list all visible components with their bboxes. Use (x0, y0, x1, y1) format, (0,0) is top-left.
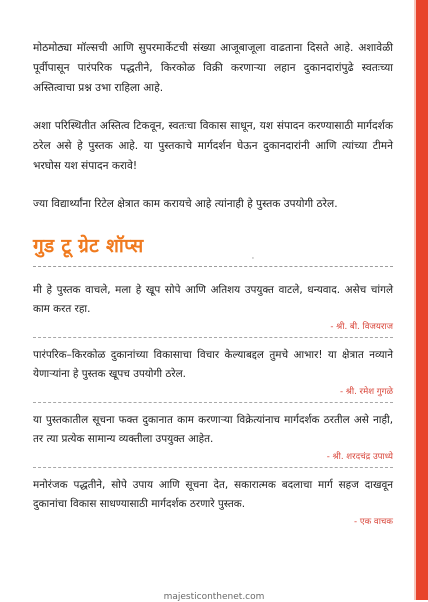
review-item-1 (33, 281, 393, 338)
review-item-3 (33, 411, 393, 468)
review-text: मी हे पुस्तक वाचले, मला हे खूप सोपे आणि अतिशय उपयुक्त वाटले, धन्यवाद. असेच चांगले काम करत रहा. (33, 284, 393, 315)
footer-watermark: majesticonthenet.com (163, 592, 265, 602)
review-text: पारंपरिक–किरकोळ दुकानांच्या विकासाचा विचार केल्याबद्दल तुमचे आभार! या क्षेत्रात नव्याने येणाऱ्यांना हे पुस्तक खूपच उपयोगी ठरेल. (33, 349, 393, 380)
heading-divider (33, 266, 393, 267)
intro-paragraph-1: मोठमोठ्या मॉल्सची आणि सुपरमार्केटची संख्या आजूबाजूला वाढताना दिसते आहे. अशावेळी पूर्वीपासून पारंपरिक पद्धतीने, किरकोळ विक्री करणाऱ्या लहान दुकानदारांपुढे स्वतःच्या अस्तित्वाचा प्रश्न उभा राहिला आहे. (33, 42, 393, 94)
review-author: - श्री. शरदचंद्र उपाध्ये (326, 452, 393, 462)
review-item-4 (33, 476, 393, 528)
intro-paragraph-3: ज्या विद्यार्थ्यांना रिटेल क्षेत्रात काम करायचे आहे त्यांनाही हे पुस्तक उपयोगी ठरेल. (33, 198, 338, 210)
review-author: - श्री. रमेश गुगळे (339, 387, 393, 397)
review-divider (33, 467, 393, 468)
side-color-bar (416, 0, 428, 600)
content-area (33, 38, 393, 533)
review-divider (33, 337, 393, 338)
review-author: - श्री. बी. विजयराज (330, 322, 393, 332)
review-text: या पुस्तकातील सूचना फक्त दुकानात काम करणाऱ्या विक्रेत्यांनाच मार्गदर्शक ठरतील असे नाही, तर त्या प्रत्येक सामान्य व्यक्तीला उपयुक्त आहेत. (33, 414, 393, 445)
review-item-2 (33, 346, 393, 403)
section-heading: गुड टू ग्रेट शॉप्स (33, 235, 144, 257)
intro-paragraph-2: अशा परिस्थितीत अस्तित्व टिकवून, स्वतःचा विकास साधून, यश संपादन करण्यासाठी मार्गदर्शक ठरेल असे हे पुस्तक आहे. या पुस्तकाचे मार्गदर्शन घेऊन दुकानदारांनी आणि त्यांच्या टीमने भरघोस यश संपादन करावे! (33, 120, 393, 172)
review-divider (33, 402, 393, 403)
review-text: मनोरंजक पद्धतीने, सोपे उपाय आणि सूचना देत, सकारात्मक बदलाचा मार्ग सहज दाखवून दुकानांचा विकास साधण्यासाठी मार्गदर्शक ठरणारे पुस्तक. (33, 479, 393, 510)
review-author: - एक वाचक (354, 517, 393, 527)
stray-mark: ' (252, 256, 254, 264)
